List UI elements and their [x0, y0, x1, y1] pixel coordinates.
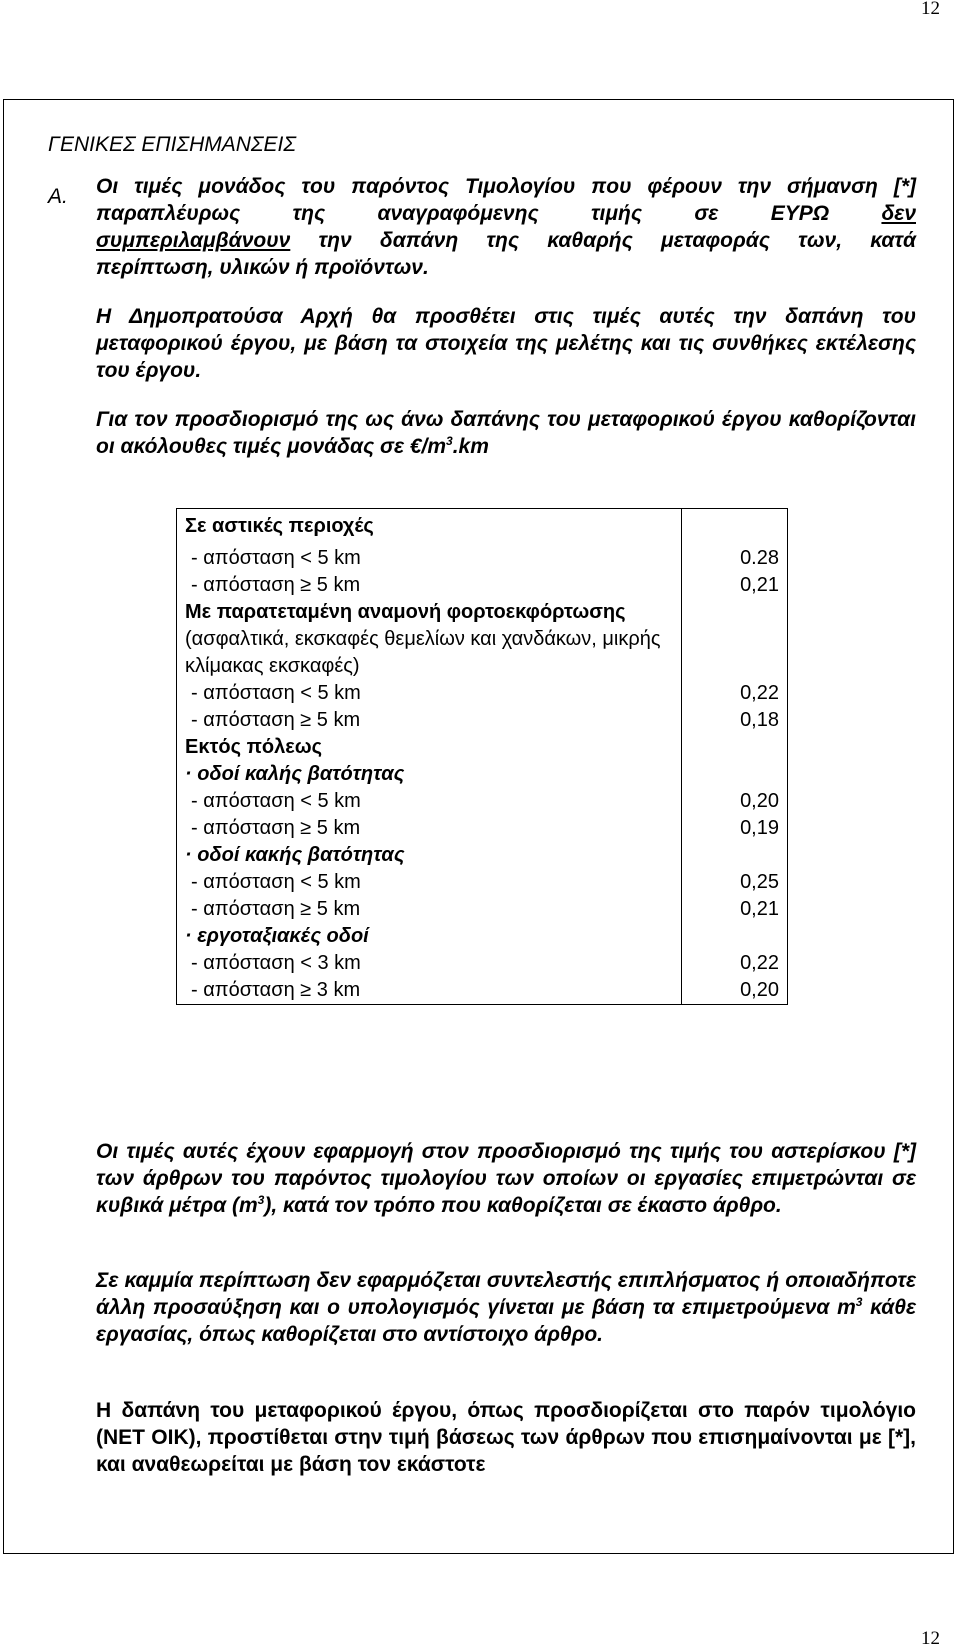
rate-row: [177, 923, 788, 950]
rate-value: [682, 734, 788, 761]
para-c-end: .km: [452, 435, 489, 458]
rate-label: - απόσταση < 3 km: [177, 950, 682, 977]
para-e-text-end: κάθε εργασίας, όπως καθορίζεται στο αντίστοιχο άρθρο.: [96, 1296, 917, 1346]
rate-value: [682, 923, 788, 950]
paragraph-a: [96, 173, 916, 281]
rate-label: - απόσταση < 5 km: [177, 680, 682, 707]
para-a-line-1: Οι τιμές μονάδος του παρόντος Τιμολογίου που φέρουν την σήμανση [*]: [96, 175, 916, 198]
para-c-superscript: 3: [446, 434, 453, 448]
rate-label: - απόσταση < 5 km: [177, 788, 682, 815]
page-number-bottom: 12: [921, 1628, 940, 1649]
rate-label: - απόσταση ≥ 5 km: [177, 896, 682, 923]
rate-value: 0,21: [682, 896, 788, 923]
rate-row: [177, 977, 788, 1005]
rate-row: [177, 734, 788, 761]
paragraph-f: [96, 1397, 916, 1478]
rate-value: [682, 509, 788, 546]
para-a-line-3: [96, 227, 916, 254]
paragraph-c: [96, 406, 916, 460]
rate-label: Σε αστικές περιοχές: [177, 509, 682, 546]
rate-label: - απόσταση ≥ 5 km: [177, 572, 682, 599]
paragraph-e: [96, 1267, 916, 1348]
rate-value: 0,21: [682, 572, 788, 599]
rate-row: [177, 509, 788, 546]
rate-label: Εκτός πόλεως: [177, 734, 682, 761]
rate-label: [177, 599, 682, 680]
rate-label: · οδοί καλής βατότητας: [177, 761, 682, 788]
rate-label: - απόσταση ≥ 5 km: [177, 707, 682, 734]
rate-label: · οδοί κακής βατότητας: [177, 842, 682, 869]
rate-value: 0,22: [682, 680, 788, 707]
para-a-line-4: περίπτωση, υλικών ή προϊόντων.: [96, 256, 429, 279]
rate-value: 0,22: [682, 950, 788, 977]
rate-label: - απόσταση ≥ 3 km: [177, 977, 682, 1005]
rate-label: - απόσταση ≥ 5 km: [177, 815, 682, 842]
item-letter: A.: [48, 185, 68, 208]
rate-row: [177, 599, 788, 680]
rate-row: [177, 842, 788, 869]
para-e-text: Σε καμμία περίπτωση δεν εφαρμόζεται συντελεστής επιπλήσματος ή οποιαδήποτε άλλη προσαύξηση και ο υπολογισμός γίνεται με βάση τα επιμετρούμενα m: [96, 1269, 916, 1319]
para-a-line-2-text: παραπλέυρως της αναγραφόμενης τιμής σε ΕΥΡΩ: [96, 202, 830, 225]
rate-label: - απόσταση < 5 km: [177, 545, 682, 572]
rate-row: [177, 788, 788, 815]
rate-value: [682, 761, 788, 788]
para-a-underlined-verb: συμπεριλαμβάνουν: [96, 229, 291, 252]
rate-label: - απόσταση < 5 km: [177, 869, 682, 896]
rate-value: 0,18: [682, 707, 788, 734]
rate-row: [177, 815, 788, 842]
rate-label-rest: (ασφαλτικά, εκσκαφές θεμελίων και χανδάκων, μικρής κλίμακας εκσκαφές): [185, 628, 661, 677]
rate-row: [177, 896, 788, 923]
rate-value: 0.28: [682, 545, 788, 572]
rate-row: [177, 761, 788, 788]
para-e-superscript: 3: [855, 1295, 863, 1309]
para-a-underlined-word: δεν: [881, 202, 916, 225]
para-d-superscript: 3: [257, 1193, 265, 1207]
para-d-text: Οι τιμές αυτές έχουν εφαρμογή στον προσδιορισμό της τιμής του αστερίσκου [*] των άρθρων του παρόντος τιμολογίου των οποίων οι εργασίες επιμετρώνται σε κυβικά μέτρα (m: [96, 1140, 916, 1217]
rate-row: [177, 869, 788, 896]
rate-value: [682, 599, 788, 680]
para-c-text: Για τον προσδιορισμό της ως άνω δαπάνης του μεταφορικού έργου καθορίζονται οι ακόλουθες τιμές μονάδας σε €/m: [96, 408, 916, 458]
rate-value: 0,20: [682, 788, 788, 815]
paragraph-d: [96, 1138, 916, 1219]
para-d-text-end: ), κατά τον τρόπο που καθορίζεται σε έκαστο άρθρο.: [264, 1194, 782, 1217]
rate-value: 0,19: [682, 815, 788, 842]
para-a-line-3-text: την δαπάνη της καθαρής μεταφοράς των, κατά: [318, 229, 916, 252]
paragraph-b: [96, 303, 916, 384]
rate-value: 0,25: [682, 869, 788, 896]
notes-heading: ΓΕΝΙΚΕΣ ΕΠΙΣΗΜΑΝΣΕΙΣ: [48, 133, 296, 156]
rate-row: [177, 680, 788, 707]
para-f-text: Η δαπάνη του μεταφορικού έργου, όπως προσδιορίζεται στο παρόν τιμολόγιο (ΝΕΤ ΟΙΚ), προστίθεται στην τιμή βάσεως των άρθρων που επισημαίνονται με [*], και αναθεωρείται με βάση τον εκάστοτε: [96, 1399, 916, 1476]
rate-row: [177, 545, 788, 572]
rate-label: · εργοταξιακές οδοί: [177, 923, 682, 950]
rate-row: [177, 572, 788, 599]
para-a-line-2: [96, 200, 916, 227]
rate-row: [177, 950, 788, 977]
rate-label-bold: Με παρατεταμένη αναμονή φορτοεκφόρτωσης: [185, 601, 626, 623]
transport-rates-table: [176, 508, 788, 1005]
rate-value: [682, 842, 788, 869]
rate-row: [177, 707, 788, 734]
rate-value: 0,20: [682, 977, 788, 1005]
page-number-top: 12: [921, 0, 940, 19]
para-b-text: Η Δημοπρατούσα Αρχή θα προσθέτει στις τιμές αυτές την δαπάνη του μεταφορικού έργου, με βάση τα στοιχεία της μελέτης και τις συνθήκες εκτέλεσης του έργου.: [96, 305, 916, 382]
